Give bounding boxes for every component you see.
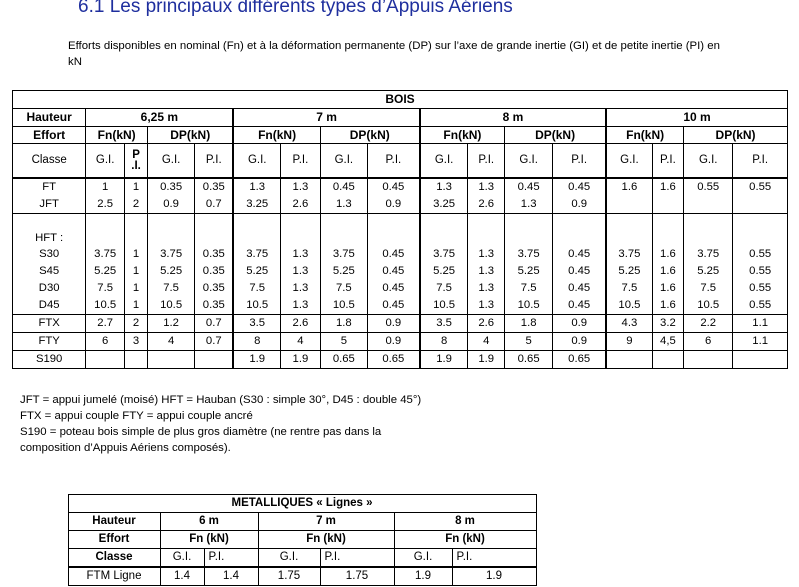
- table-cell: 0.45: [367, 280, 419, 297]
- row-label: FTX: [13, 315, 86, 333]
- table-cell: 5.25: [420, 263, 468, 280]
- table-cell: [468, 230, 505, 246]
- row-label: D45: [13, 297, 86, 315]
- table-cell: 3.75: [320, 246, 367, 263]
- height-header: 6,25 m: [86, 109, 234, 127]
- table-cell: 3.5: [233, 315, 280, 333]
- table-cell: 10.5: [606, 297, 652, 315]
- row-label: D30: [38, 282, 60, 294]
- table-cell: [233, 230, 280, 246]
- table-cell: 10.5: [320, 297, 367, 315]
- table-cell: 3: [125, 333, 148, 351]
- table-cell: 7.5: [148, 280, 195, 297]
- table-cell: 0.45: [367, 178, 419, 196]
- table-cell: 1.3: [468, 246, 505, 263]
- table-cell: [281, 230, 321, 246]
- bois-table: [12, 90, 788, 369]
- metal-cell: 1.75: [258, 567, 320, 586]
- table-cell: 3.2: [652, 315, 683, 333]
- table-cell: 4: [468, 333, 505, 351]
- gi-header: G.I.: [86, 144, 125, 179]
- pi-header: P.I.: [281, 144, 321, 179]
- pi-header: P .I.: [125, 144, 148, 179]
- row-label: S30: [39, 248, 60, 260]
- table-row: [13, 178, 788, 196]
- table-cell: [86, 230, 125, 246]
- height-header: 8 m: [420, 109, 606, 127]
- table-cell: 1.1: [733, 315, 788, 333]
- row-label: JFT: [13, 196, 86, 214]
- table-cell: 10.5: [505, 297, 553, 315]
- table-row: [13, 315, 788, 333]
- table-cell: 5.25: [606, 263, 652, 280]
- table-cell: 1: [86, 178, 125, 196]
- fn-header: Fn(kN): [420, 127, 505, 144]
- metal-cell: 1.9: [394, 567, 452, 586]
- fn-header: Fn(kN): [606, 127, 683, 144]
- table-cell: 1.3: [505, 196, 553, 214]
- hauteur-label: Hauteur: [13, 109, 86, 127]
- metal-height-header: 8 m: [394, 513, 536, 531]
- metal-gi-header: G.I.: [258, 549, 320, 568]
- table-cell: 3.75: [86, 246, 125, 263]
- table-cell: 7.5: [505, 280, 553, 297]
- table-cell: [125, 214, 148, 231]
- table-cell: 7.5: [420, 280, 468, 297]
- table-cell: [684, 196, 733, 214]
- table-cell: 10.5: [86, 297, 125, 315]
- table-cell: [652, 196, 683, 214]
- note-line: S190 = poteau bois simple de plus gros diamètre (ne rentre pas dans la: [20, 426, 382, 438]
- table-cell: [468, 214, 505, 231]
- metal-cell: 1.4: [204, 567, 258, 586]
- intro-text: Efforts disponibles en nominal (Fn) et à la déformation permanente (DP) sur l’axe de grande inertie (GI) et de petite inertie (PI) en kN: [68, 40, 720, 68]
- table-cell: 0.45: [367, 246, 419, 263]
- table-cell: 0.35: [195, 297, 234, 315]
- metal-gi-header: G.I.: [160, 549, 204, 568]
- table-cell: 1.3: [281, 280, 321, 297]
- table-cell: [125, 351, 148, 369]
- table-cell: 0.55: [733, 297, 788, 315]
- table-cell: 0.55: [733, 246, 788, 263]
- table-cell: [733, 196, 788, 214]
- classe-label: Classe: [13, 144, 86, 179]
- table-cell: 0.45: [553, 263, 606, 280]
- gi-header: G.I.: [320, 144, 367, 179]
- table-cell: 4: [148, 333, 195, 351]
- metal-effort-label: Effort: [68, 531, 160, 549]
- table-cell: [733, 214, 788, 231]
- table-cell: 0.65: [553, 351, 606, 369]
- row-label: S190: [35, 353, 63, 365]
- gi-header: G.I.: [148, 144, 195, 179]
- table-cell: 4: [281, 333, 321, 351]
- table-cell: [606, 196, 652, 214]
- pi-header: P.I.: [733, 144, 788, 179]
- table-cell: 2.2: [684, 315, 733, 333]
- table-cell: 5: [505, 333, 553, 351]
- table-cell: [505, 214, 553, 231]
- notes: [20, 392, 540, 456]
- table-cell: 10.5: [148, 297, 195, 315]
- table-cell: 3.75: [606, 246, 652, 263]
- table-cell: 0.9: [148, 196, 195, 214]
- table-cell: 5.25: [505, 263, 553, 280]
- table-cell: 1.3: [233, 178, 280, 196]
- pi-header: P.I.: [195, 144, 234, 179]
- metal-pi-header: P.I.: [452, 549, 536, 568]
- table-cell: 0.65: [505, 351, 553, 369]
- fn-header: Fn(kN): [233, 127, 320, 144]
- table-cell: 10.5: [420, 297, 468, 315]
- table-cell: [320, 214, 367, 231]
- table-cell: [86, 214, 125, 231]
- row-label: FTY: [13, 333, 86, 351]
- table-cell: 1.1: [733, 333, 788, 351]
- table-cell: 2.6: [281, 196, 321, 214]
- table-cell: 0.7: [195, 196, 234, 214]
- table-cell: 5.25: [684, 263, 733, 280]
- table-cell: [367, 214, 419, 231]
- metal-gi-header: G.I.: [394, 549, 452, 568]
- note-line: JFT = appui jumelé (moisé) HFT = Hauban (S30 : simple 30°, D45 : double 45°): [20, 394, 422, 406]
- table-cell: 3.75: [148, 246, 195, 263]
- table-cell: 2.6: [468, 315, 505, 333]
- table-cell: [606, 214, 652, 231]
- table-row: [13, 230, 788, 246]
- table-cell: [420, 214, 468, 231]
- table-row: [13, 333, 788, 351]
- table-cell: 1.8: [320, 315, 367, 333]
- table-cell: 1.3: [420, 178, 468, 196]
- note-line: composition d’Appuis Aériens composés).: [20, 442, 231, 454]
- fn-header: Fn(kN): [86, 127, 148, 144]
- table-cell: 1.3: [281, 263, 321, 280]
- table-cell: 0.9: [553, 196, 606, 214]
- table-cell: 7.5: [233, 280, 280, 297]
- table-cell: [733, 351, 788, 369]
- table-cell: 1.3: [468, 297, 505, 315]
- table-cell: 0.7: [195, 315, 234, 333]
- table-cell: [86, 351, 125, 369]
- table-cell: 0.55: [684, 178, 733, 196]
- table-cell: 1.3: [320, 196, 367, 214]
- table-cell: 2.7: [86, 315, 125, 333]
- table-cell: 1.6: [652, 263, 683, 280]
- metal-fn-header: Fn (kN): [258, 531, 394, 549]
- table-cell: 1.6: [652, 246, 683, 263]
- bois-title: BOIS: [13, 91, 788, 109]
- table-cell: 2.5: [86, 196, 125, 214]
- page-title: 6.1 Les principaux différents types d’Appuis Aériens: [78, 0, 513, 17]
- table-cell: 1.6: [652, 280, 683, 297]
- table-row: [13, 214, 788, 231]
- table-cell: 10.5: [684, 297, 733, 315]
- table-cell: 1.6: [652, 178, 683, 196]
- pi-header: P.I.: [553, 144, 606, 179]
- dp-header: DP(kN): [148, 127, 234, 144]
- table-cell: 3.75: [420, 246, 468, 263]
- table-cell: 3.25: [420, 196, 468, 214]
- table-cell: 3.75: [684, 246, 733, 263]
- table-cell: [195, 230, 234, 246]
- table-cell: [606, 230, 652, 246]
- height-header: 10 m: [606, 109, 787, 127]
- table-cell: 1.8: [505, 315, 553, 333]
- metal-height-header: 6 m: [160, 513, 258, 531]
- table-cell: [233, 214, 280, 231]
- table-cell: 0.55: [733, 263, 788, 280]
- table-cell: 0.45: [553, 178, 606, 196]
- table-cell: 5.25: [233, 263, 280, 280]
- table-cell: 0.9: [367, 333, 419, 351]
- table-cell: 3.5: [420, 315, 468, 333]
- table-cell: 7.5: [684, 280, 733, 297]
- metal-height-header: 7 m: [258, 513, 394, 531]
- row-label: FT: [42, 181, 57, 193]
- table-cell: 3.75: [233, 246, 280, 263]
- table-cell: [652, 351, 683, 369]
- table-cell: 1.6: [652, 297, 683, 315]
- table-cell: 0.55: [733, 178, 788, 196]
- table-cell: 2.6: [468, 196, 505, 214]
- table-cell: 1: [125, 263, 148, 280]
- table-cell: 0.35: [195, 178, 234, 196]
- table-cell: [148, 351, 195, 369]
- table-cell: 0.65: [320, 351, 367, 369]
- table-cell: 0.45: [553, 280, 606, 297]
- table-cell: 1: [125, 178, 148, 196]
- table-cell: 3.25: [233, 196, 280, 214]
- table-cell: 8: [420, 333, 468, 351]
- table-cell: 0.35: [195, 263, 234, 280]
- effort-label: Effort: [13, 127, 86, 144]
- table-cell: 7.5: [320, 280, 367, 297]
- table-cell: 6: [86, 333, 125, 351]
- metal-row-label: FTM Ligne: [68, 567, 160, 586]
- table-cell: 1.2: [148, 315, 195, 333]
- table-cell: [320, 230, 367, 246]
- table-cell: [281, 214, 321, 231]
- blank-cell: [13, 214, 86, 231]
- table-cell: 3.75: [505, 246, 553, 263]
- table-cell: [733, 230, 788, 246]
- table-cell: 0.45: [367, 263, 419, 280]
- table-cell: [148, 230, 195, 246]
- table-cell: [652, 230, 683, 246]
- table-cell: 0.45: [553, 297, 606, 315]
- hft-label: HFT :: [35, 231, 64, 244]
- dp-header: DP(kN): [684, 127, 788, 144]
- table-cell: 1.3: [281, 246, 321, 263]
- pi-header: P.I.: [468, 144, 505, 179]
- metal-classe-label: Classe: [68, 549, 160, 568]
- table-cell: [125, 230, 148, 246]
- note-line: FTX = appui couple FTY = appui couple ancré: [20, 410, 253, 422]
- metal-hauteur-label: Hauteur: [68, 513, 160, 531]
- table-cell: 2: [125, 196, 148, 214]
- metal-cell: 1.4: [160, 567, 204, 586]
- metal-pi-header: P.I.: [204, 549, 258, 568]
- metal-fn-header: Fn (kN): [394, 531, 536, 549]
- dp-header: DP(kN): [320, 127, 419, 144]
- table-cell: 5: [320, 333, 367, 351]
- table-cell: 1.3: [281, 178, 321, 196]
- table-cell: 0.9: [553, 315, 606, 333]
- gi-header: G.I.: [505, 144, 553, 179]
- table-cell: 1: [125, 280, 148, 297]
- table-cell: 7.5: [606, 280, 652, 297]
- row-label: S45: [39, 265, 60, 277]
- table-cell: 0.55: [733, 280, 788, 297]
- table-cell: [420, 230, 468, 246]
- table-cell: 2.6: [281, 315, 321, 333]
- table-cell: [148, 214, 195, 231]
- table-cell: 1.6: [606, 178, 652, 196]
- table-cell: 4,5: [652, 333, 683, 351]
- table-cell: 0.9: [367, 196, 419, 214]
- metal-cell: 1.9: [452, 567, 536, 586]
- table-cell: 1.9: [281, 351, 321, 369]
- table-cell: 7.5: [86, 280, 125, 297]
- table-cell: 0.45: [320, 178, 367, 196]
- metal-title: METALLIQUES « Lignes »: [68, 495, 536, 513]
- table-cell: 1: [125, 246, 148, 263]
- table-cell: [367, 230, 419, 246]
- table-cell: 0.65: [367, 351, 419, 369]
- table-cell: 0.45: [367, 297, 419, 315]
- table-cell: [606, 351, 652, 369]
- table-cell: 0.9: [367, 315, 419, 333]
- table-row: [13, 246, 788, 263]
- pi-header: P.I.: [652, 144, 683, 179]
- table-cell: 5.25: [320, 263, 367, 280]
- dp-header: DP(kN): [505, 127, 607, 144]
- height-header: 7 m: [233, 109, 419, 127]
- table-cell: 1.3: [468, 263, 505, 280]
- table-cell: 0.45: [505, 178, 553, 196]
- table-cell: 1.3: [468, 178, 505, 196]
- table-row: [13, 297, 788, 315]
- table-cell: [684, 214, 733, 231]
- table-cell: 1.9: [468, 351, 505, 369]
- gi-header: G.I.: [684, 144, 733, 179]
- table-cell: 5.25: [148, 263, 195, 280]
- table-cell: 1.9: [233, 351, 280, 369]
- table-cell: 6: [684, 333, 733, 351]
- table-cell: [553, 214, 606, 231]
- table-cell: [652, 214, 683, 231]
- table-cell: 0.45: [553, 246, 606, 263]
- table-cell: [195, 351, 234, 369]
- table-cell: [684, 351, 733, 369]
- table-cell: 1.9: [420, 351, 468, 369]
- table-cell: 4.3: [606, 315, 652, 333]
- table-cell: 1.3: [281, 297, 321, 315]
- table-cell: 8: [233, 333, 280, 351]
- table-row: [13, 196, 788, 214]
- metal-table: [14, 494, 572, 586]
- table-cell: 0.35: [148, 178, 195, 196]
- table-cell: 1: [125, 297, 148, 315]
- table-cell: [195, 214, 234, 231]
- table-row: [13, 263, 788, 280]
- table-cell: 2: [125, 315, 148, 333]
- table-cell: 10.5: [233, 297, 280, 315]
- table-cell: 9: [606, 333, 652, 351]
- table-cell: [684, 230, 733, 246]
- table-cell: 0.7: [195, 333, 234, 351]
- table-cell: 1.3: [468, 280, 505, 297]
- gi-header: G.I.: [420, 144, 468, 179]
- metal-pi-header: P.I.: [320, 549, 394, 568]
- table-row: [13, 280, 788, 297]
- gi-header: G.I.: [606, 144, 652, 179]
- table-cell: 5.25: [86, 263, 125, 280]
- table-cell: [505, 230, 553, 246]
- table-cell: 0.9: [553, 333, 606, 351]
- pi-header: P.I.: [367, 144, 419, 179]
- table-cell: [553, 230, 606, 246]
- table-cell: 0.35: [195, 246, 234, 263]
- gi-header: G.I.: [233, 144, 280, 179]
- metal-fn-header: Fn (kN): [160, 531, 258, 549]
- metal-cell: 1.75: [320, 567, 394, 586]
- table-row: [13, 351, 788, 369]
- table-cell: 0.35: [195, 280, 234, 297]
